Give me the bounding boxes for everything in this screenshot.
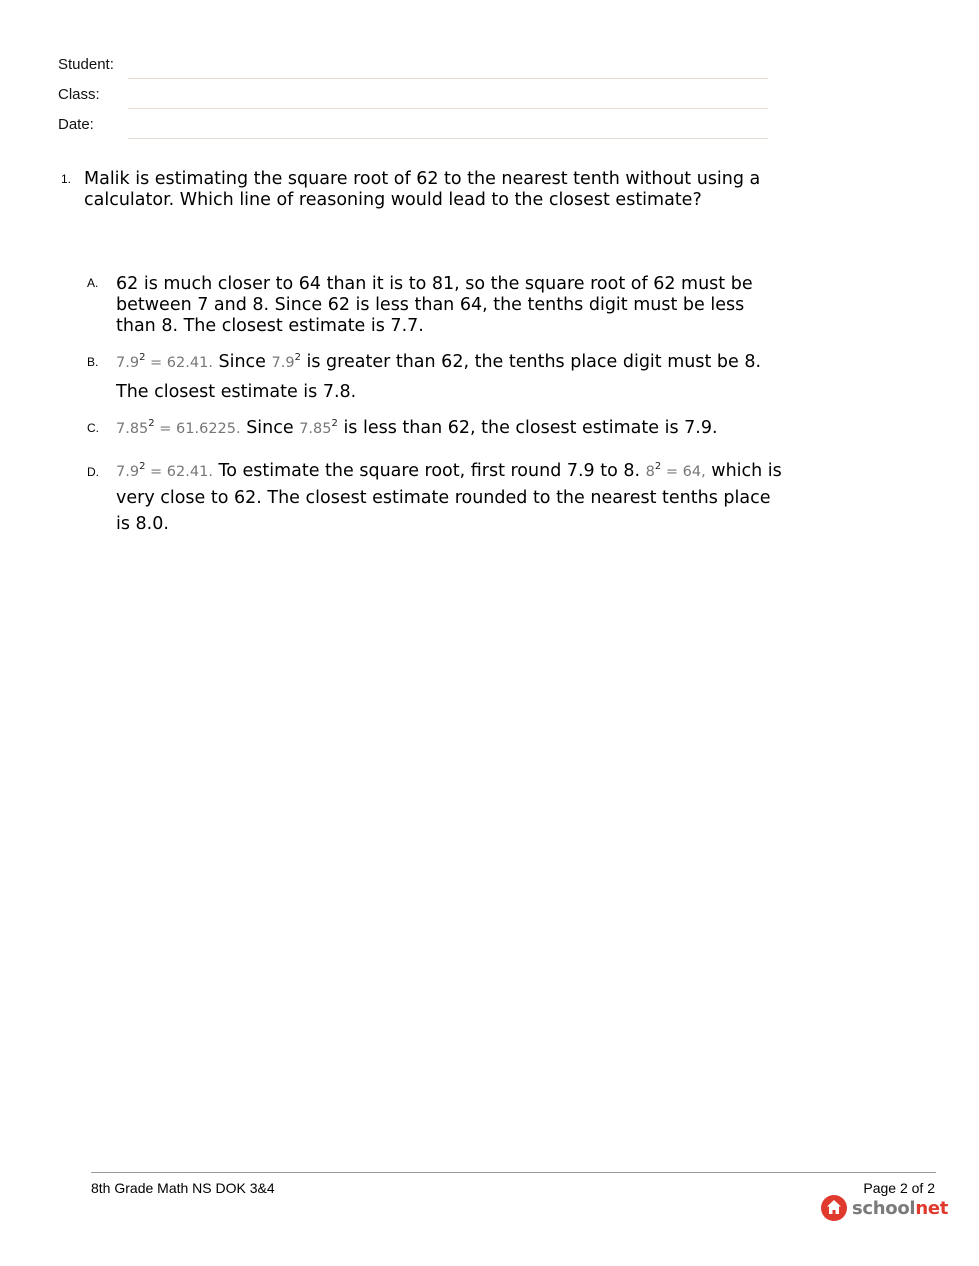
option-c-math-2: 7.85$^2$ <box>299 418 338 437</box>
class-field-line[interactable] <box>128 108 768 109</box>
option-b-text: $7.9^2 = 62.41$. Since $7.9^2$ is greater than 62, the tenths place digit must be 8. The closest estimate is 7.8. <box>116 352 762 402</box>
question-number: 1. <box>61 172 72 186</box>
option-d-math-2: $8^2 = 64$, <box>645 461 706 480</box>
student-field-line[interactable] <box>128 78 768 79</box>
option-b-letter: B. <box>87 355 99 369</box>
option-a-text: 62 is much closer to 64 than it is to 81, so the square root of 62 must be between 7 and 8. Since 62 is less than 64, the tenths digit must be less than 8. The closest estimate is 7.7. <box>116 274 753 336</box>
class-label: Class: <box>58 86 100 103</box>
student-label: Student: <box>58 56 114 73</box>
option-b-math-1: $7.9^2 = 62.41$. <box>116 352 213 371</box>
logo-wordmark: schoolnet <box>852 1197 949 1219</box>
option-c-math-1: $7.85^2 = 61.6225$. <box>116 418 241 437</box>
schoolnet-logo <box>820 1193 948 1223</box>
question-text: Malik is estimating the square root of 62 to the nearest tenth without using a calculator. Which line of reasoning would lead to the closest estimate? <box>84 169 761 210</box>
page-number: Page 2 of 2 <box>863 1180 935 1196</box>
option-c-text: $7.85^2 = 61.6225$. Since 7.85$^2$ is less than 62, the closest estimate is 7.9. <box>116 418 718 438</box>
date-field-line[interactable] <box>128 138 768 139</box>
option-b-math-2: $7.9^2$ <box>271 352 301 371</box>
option-d-math-1: $7.9^2 = 62.41$. <box>116 461 213 480</box>
house-icon <box>820 1194 848 1222</box>
option-a-letter: A. <box>87 276 99 290</box>
option-d-text: $7.9^2 = 62.41$. To estimate the square root, first round 7.9 to 8. $8^2 = 64$, which is very close to 62. The closest estimate rounded to the nearest tenths place is 8.0. <box>116 461 782 534</box>
option-c-letter: C. <box>87 421 99 435</box>
footer-title: 8th Grade Math NS DOK 3&4 <box>91 1180 275 1196</box>
option-d-letter: D. <box>87 465 99 479</box>
footer-divider <box>91 1172 936 1173</box>
date-label: Date: <box>58 116 94 133</box>
